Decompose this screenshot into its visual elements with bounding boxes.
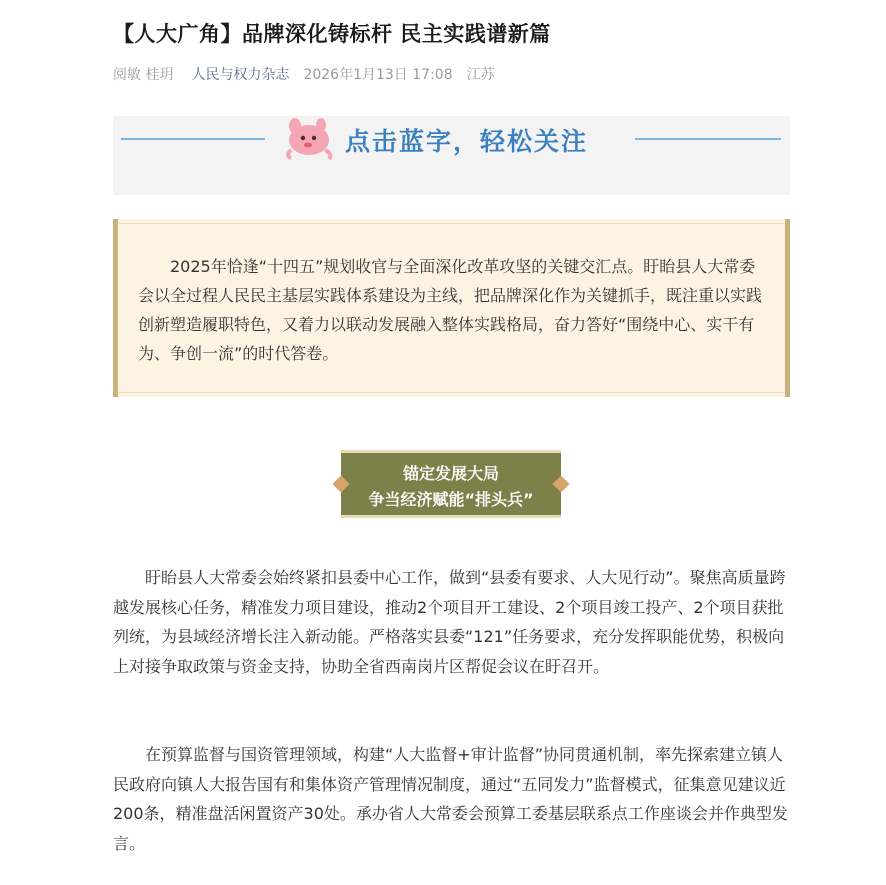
article-meta [113, 64, 509, 84]
body-paragraph-2: 在预算监督与国资管理领域，构建“人大监督+审计监督”协同贯通机制，率先探索建立镇人民政府向镇人大报告国有和集体资产管理情况制度，通过“五同发力”监督模式，征集意见建议近200条，精准盘活闲置资产30处。承办省人大常委会预算工委基层联系点工作座谈会并作典型发言。 [113, 745, 788, 853]
section-header-line1: 锚定发展大局 [402, 464, 499, 483]
intro-bottom-rule [118, 392, 785, 393]
article-title: 【人大广角】品牌深化铸标杆 民主实践谱新篇 [113, 22, 551, 46]
publish-location: 江苏 [466, 67, 495, 83]
ticks-icon [335, 128, 336, 129]
publish-datetime: 2026年1月13日 17:08 [303, 67, 453, 83]
account-name-link[interactable]: 人民与权力杂志 [191, 67, 290, 83]
follow-cta-text[interactable]: 点击蓝字，轻松关注 [345, 127, 589, 156]
section-header [341, 450, 561, 518]
article-author: 阅敏 桂玥 [113, 67, 174, 83]
section-header-line2: 争当经济赋能“排头兵” [368, 490, 534, 509]
pink-cartoon-mascot-icon [281, 116, 337, 162]
follow-banner[interactable] [113, 116, 790, 195]
banner-divider-right [635, 138, 781, 140]
intro-top-rule [118, 223, 785, 224]
banner-divider-left [121, 138, 265, 140]
body-paragraph-1: 盱眙县人大常委会始终紧扣县委中心工作，做到“县委有要求、人大见行动”。聚焦高质量跨越发展核心任务，精准发力项目建设，推动2个项目开工建设、2个项目竣工投产、2个项目获批列统，为县域经济增长注入新动能。严格落实县委“121”任务要求，充分发挥职能优势，积极向上对接争取政策与资金支持，协助全省西南岗片区帮促会议在盱召开。 [113, 568, 786, 676]
intro-text: 2025年恰逢“十四五”规划收官与全面深化改革攻坚的关键交汇点。盱眙县人大常委会以全过程人民民主基层实践体系建设为主线，把品牌深化作为关键抓手，既注重以实践创新塑造履职特色，又着力以联动发展融入整体实践格局，奋力答好“围绕中心、实干有为、争创一流”的时代答卷。 [138, 257, 763, 363]
intro-box [113, 219, 790, 397]
